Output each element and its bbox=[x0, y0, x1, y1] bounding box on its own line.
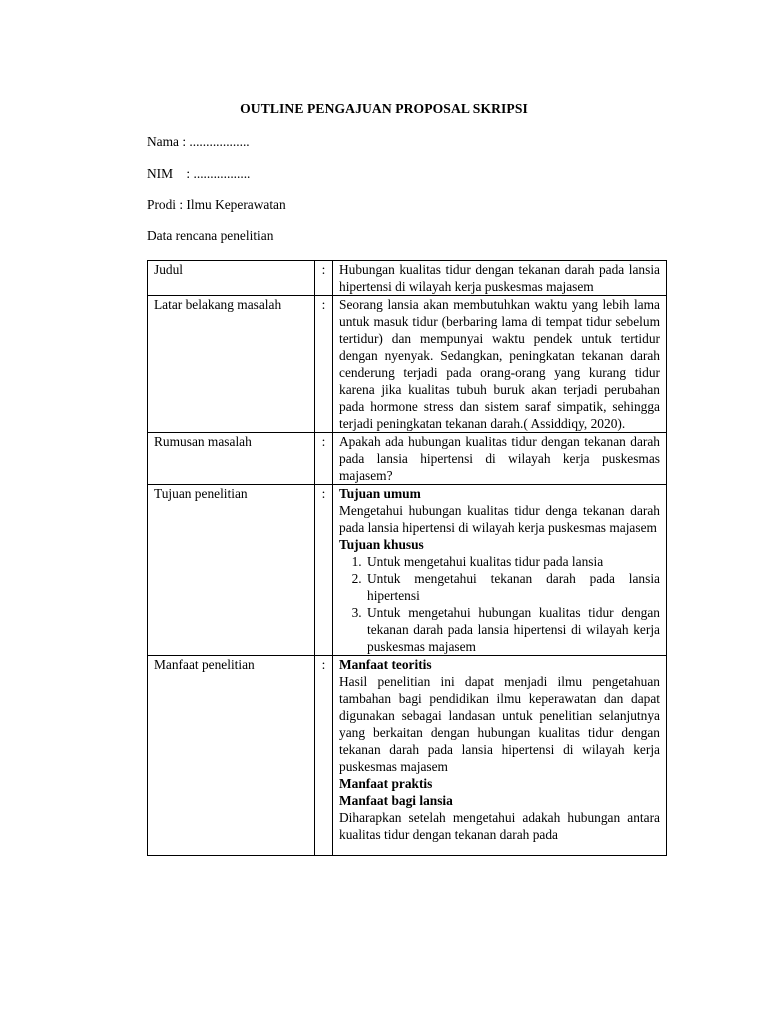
colon: : bbox=[315, 433, 333, 485]
table-row-judul bbox=[148, 261, 667, 296]
table-row-rumusan bbox=[148, 433, 667, 485]
judul-label: Judul bbox=[148, 261, 315, 296]
manfaat-lansia-heading: Manfaat bagi lansia bbox=[339, 793, 453, 808]
manfaat-praktis-heading: Manfaat praktis bbox=[339, 776, 433, 791]
table-row-manfaat bbox=[148, 656, 667, 856]
manfaat-content bbox=[333, 656, 667, 856]
list-item: 3. Untuk mengetahui hubungan kualitas tidur dengan tekanan darah pada lansia hipertensi di wilayah kerja puskesmas majasem bbox=[365, 604, 660, 655]
tujuan-khusus-heading: Tujuan khusus bbox=[339, 537, 424, 552]
rumusan-text: Apakah ada hubungan kualitas tidur dengan tekanan darah pada lansia hipertensi di wilayah kerja puskesmas majasem? bbox=[333, 433, 667, 485]
tujuan-label: Tujuan penelitian bbox=[148, 485, 315, 656]
latar-text: Seorang lansia akan membutuhkan waktu yang lebih lama untuk masuk tidur (berbaring lama di tempat tidur sebelum tertidur) dan mempunyai waktu pendek untuk tertidur dengan nyenyak. Sedangkan, peningkatan tekanan darah cenderung terjadi pada orang-orang yang kurang tidur karena jika kualitas tubuh buruk akan terjadi perubahan pada hormone stress dan sistem saraf simpatik, sehingga terjadi peningkatan tekanan darah.( Assiddiqy, 2020). bbox=[333, 296, 667, 433]
manfaat-label: Manfaat penelitian bbox=[148, 656, 315, 856]
prodi-field: Prodi : Ilmu Keperawatan bbox=[147, 197, 286, 212]
colon: : bbox=[315, 656, 333, 856]
rumusan-label: Rumusan masalah bbox=[148, 433, 315, 485]
colon: : bbox=[315, 485, 333, 656]
table-row-latar-belakang bbox=[148, 296, 667, 433]
manfaat-lansia-text: Diharapkan setelah mengetahui adakah hubungan antara kualitas tidur dengan tekanan darah pada bbox=[339, 810, 660, 842]
colon: : bbox=[315, 296, 333, 433]
tujuan-umum-text: Mengetahui hubungan kualitas tidur denga tekanan darah pada lansia hipertensi di wilayah kerja puskesmas majasem bbox=[339, 503, 660, 535]
latar-label: Latar belakang masalah bbox=[148, 296, 315, 433]
list-item: 2. Untuk mengetahui tekanan darah pada lansia hipertensi bbox=[365, 570, 660, 604]
data-rencana-heading: Data rencana penelitian bbox=[147, 228, 274, 243]
document-title: OUTLINE PENGAJUAN PROPOSAL SKRIPSI bbox=[240, 101, 528, 116]
research-plan-table bbox=[147, 260, 667, 856]
colon: : bbox=[315, 261, 333, 296]
table-row-tujuan bbox=[148, 485, 667, 656]
manfaat-teoritis-text: Hasil penelitian ini dapat menjadi ilmu pengetahuan tambahan bagi pendidikan ilmu keperawatan dan dapat digunakan sebagai landasan untuk penelitian selanjutnya yang berkaitan dengan hubungan kualitas tidur dengan tekanan darah pada lansia hipertensi di wilayah kerja puskesmas majasem bbox=[339, 674, 660, 774]
tujuan-content bbox=[333, 485, 667, 656]
tujuan-khusus-list bbox=[339, 553, 660, 655]
tujuan-umum-heading: Tujuan umum bbox=[339, 486, 421, 501]
manfaat-teoritis-heading: Manfaat teoritis bbox=[339, 657, 432, 672]
nim-field: NIM : ................. bbox=[147, 166, 251, 181]
judul-text: Hubungan kualitas tidur dengan tekanan darah pada lansia hipertensi di wilayah kerja puskesmas majasem bbox=[333, 261, 667, 296]
list-item: 1. Untuk mengetahui kualitas tidur pada lansia bbox=[365, 553, 660, 570]
nama-field: Nama : .................. bbox=[147, 134, 250, 149]
